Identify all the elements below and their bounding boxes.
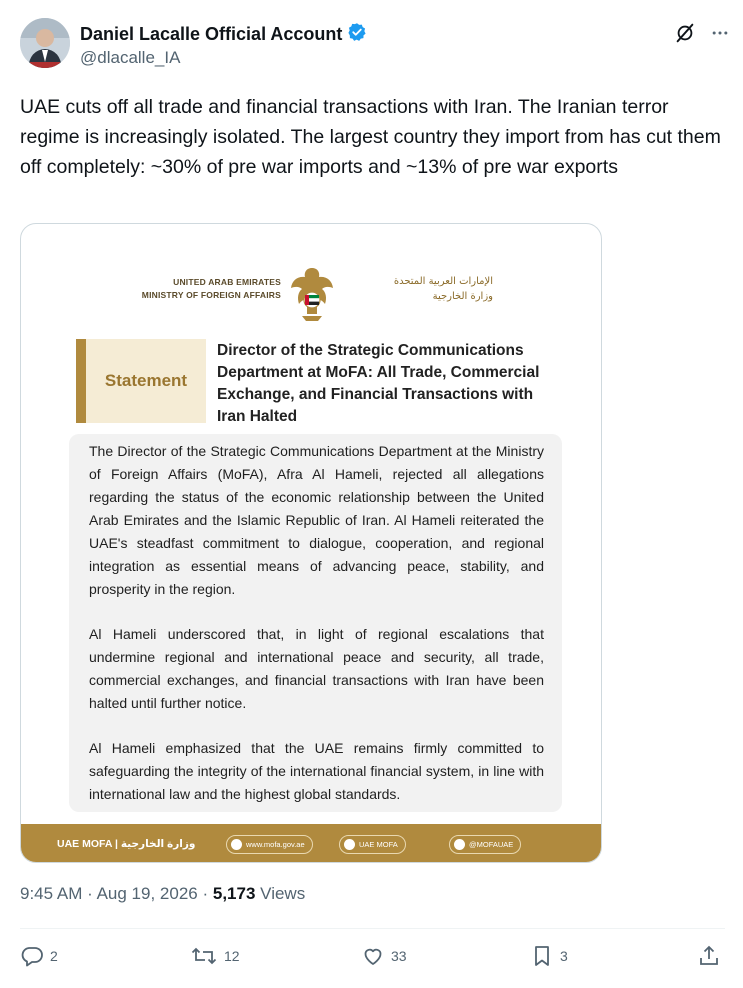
grok-icon[interactable]: [674, 22, 696, 44]
reply-icon: [20, 944, 44, 968]
statement-paragraph: The Director of the Strategic Communications Department at the Ministry of Foreign Affairs (MoFA), Afra Al Hameli, rejected all allegations regarding the status of the economic relationship between the United Arab Emirates and the Islamic Republic of Iran. Al Hameli reiterated the UAE's steadfast commitment to dialogue, cooperation, and regional integration as essential means of advancing peace, stability, and prosperity in the region.: [89, 443, 544, 597]
divider: [20, 928, 725, 929]
share-icon: [697, 944, 721, 968]
footer-social-pill: [449, 835, 521, 854]
footer-brand: UAE MOFA | وزارة الخارجية: [57, 838, 196, 850]
statement-title: Director of the Strategic Communications Department at MoFA: All Trade, Commercial Exchange, and Financial Transactions with Iran Halted: [217, 342, 540, 425]
tweet-meta: [20, 884, 305, 904]
footer-channel-pill: [339, 835, 406, 854]
display-name[interactable]: Daniel Lacalle Official Account: [80, 24, 343, 44]
repost-icon: [190, 944, 218, 968]
bookmark-button[interactable]: [530, 944, 568, 968]
meta-separator: ·: [87, 884, 93, 903]
footer-social: @MOFAUAE: [469, 840, 514, 849]
verified-badge-icon: [347, 22, 367, 47]
handle[interactable]: @dlacalle_IA: [80, 48, 181, 67]
tweet-header: [20, 18, 730, 74]
like-button[interactable]: [361, 944, 407, 968]
tweet-date[interactable]: Aug 19, 2026: [96, 884, 198, 903]
bookmark-count: 3: [560, 948, 568, 964]
ministry-line1: UNITED ARAB EMIRATES: [173, 277, 281, 287]
footer-channel: UAE MOFA: [359, 840, 398, 849]
statement-badge: [76, 339, 206, 423]
like-icon: [361, 944, 385, 968]
statement-footer: [21, 824, 602, 863]
statement-accent-bar: [76, 339, 86, 423]
repost-count: 12: [224, 948, 240, 964]
avatar[interactable]: [20, 18, 70, 68]
header-actions: [674, 22, 730, 44]
name-row: [80, 22, 367, 47]
tweet-text: UAE cuts off all trade and financial transactions with Iran. The Iranian terror regime is increasingly isolated. The largest country they import from has cut them off completely: ~30% of pre war imports and ~13% of pre war exports: [20, 96, 721, 178]
video-icon: [344, 839, 355, 850]
action-bar: [20, 944, 725, 974]
statement-label: Statement: [104, 371, 188, 390]
repost-button[interactable]: [190, 944, 240, 968]
ministry-ar-line1: الإمارات العربية المتحدة: [393, 276, 493, 287]
ministry-line2: MINISTRY OF FOREIGN AFFAIRS: [141, 290, 281, 300]
statement-body: [69, 434, 562, 812]
uae-emblem-icon: [288, 264, 336, 324]
footer-website: www.mofa.gov.ae: [246, 840, 305, 849]
statement-paragraph: Al Hameli underscored that, in light of regional escalations that undermine regional and international peace and security, all trade, commercial exchanges, and financial transactions with Iran have been halted until further notice.: [89, 626, 544, 711]
statement-paragraph: Al Hameli emphasized that the UAE remains firmly committed to safeguarding the integrity of the international financial system, in line with international law and the highest global standards.: [89, 740, 544, 802]
ministry-name-en: [136, 276, 281, 302]
media-image[interactable]: [20, 223, 602, 863]
footer-website-pill: [226, 835, 313, 854]
more-icon[interactable]: [710, 23, 730, 43]
bookmark-icon: [530, 944, 554, 968]
ministry-ar-line2: وزارة الخارجية: [432, 291, 493, 302]
reply-button[interactable]: [20, 944, 58, 968]
ministry-name-ar: [343, 274, 493, 304]
like-count: 33: [391, 948, 407, 964]
views-label: Views: [260, 884, 306, 903]
share-button[interactable]: [697, 944, 721, 968]
social-icons: [454, 839, 465, 850]
reply-count: 2: [50, 948, 58, 964]
globe-icon: [231, 839, 242, 850]
views-count: 5,173: [212, 884, 256, 903]
meta-separator: ·: [202, 884, 209, 903]
tweet-time[interactable]: 9:45 AM: [20, 884, 83, 903]
